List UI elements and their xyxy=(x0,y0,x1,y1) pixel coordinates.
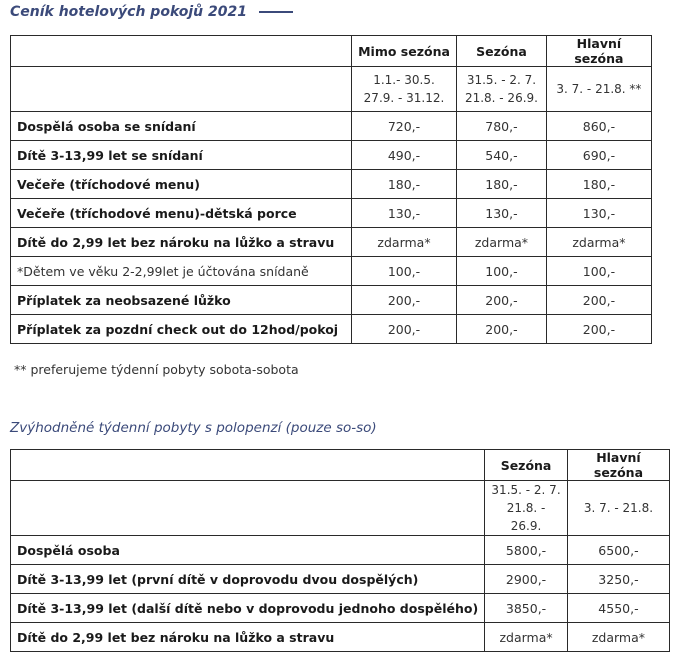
price-cell: 490,- xyxy=(351,141,456,170)
weekly-stays-table xyxy=(10,449,670,652)
price-cell: 5800,- xyxy=(485,536,568,565)
price-cell: 180,- xyxy=(457,170,547,199)
price-cell: zdarma* xyxy=(485,623,568,652)
row-label: Dospělá osoba se snídaní xyxy=(11,112,352,141)
header-off-season: Mimo sezóna xyxy=(351,36,456,67)
dates-empty-cell xyxy=(11,481,485,536)
price-row xyxy=(11,112,652,141)
price-cell: 100,- xyxy=(351,257,456,286)
header-empty-cell xyxy=(11,36,352,67)
header-row xyxy=(11,36,652,67)
header-empty-cell xyxy=(11,450,485,481)
price-row xyxy=(11,623,670,652)
price-cell: 4550,- xyxy=(567,594,669,623)
price-list-title xyxy=(10,4,293,20)
price-row xyxy=(11,199,652,228)
price-row xyxy=(11,170,652,199)
price-cell: zdarma* xyxy=(457,228,547,257)
price-cell: 200,- xyxy=(457,315,547,344)
price-cell: 690,- xyxy=(546,141,651,170)
season-date-range: 27.9. - 31.12. xyxy=(363,91,445,105)
row-label: *Dětem ve věku 2-2,99let je účtována snídaně xyxy=(11,257,352,286)
season-date-range: 31.5. - 2. 7. xyxy=(466,73,537,87)
price-row xyxy=(11,594,670,623)
row-label: Dítě 3-13,99 let se snídaní xyxy=(11,141,352,170)
dates-empty-cell xyxy=(11,67,352,112)
price-cell: 200,- xyxy=(351,286,456,315)
header-season: Sezóna xyxy=(457,36,547,67)
season-dates-cell xyxy=(351,67,456,112)
price-cell: 100,- xyxy=(457,257,547,286)
row-label: Dospělá osoba xyxy=(11,536,485,565)
price-cell: 540,- xyxy=(457,141,547,170)
price-row xyxy=(11,257,652,286)
header-season: Sezóna xyxy=(485,450,568,481)
price-cell: 130,- xyxy=(457,199,547,228)
price-cell: 860,- xyxy=(546,112,651,141)
season-date-range: 3. 7. - 21.8. xyxy=(583,501,654,515)
price-row xyxy=(11,286,652,315)
price-row xyxy=(11,315,652,344)
price-cell: 130,- xyxy=(546,199,651,228)
price-cell: 180,- xyxy=(351,170,456,199)
season-date-range: 31.5. - 2. 7. xyxy=(491,483,561,497)
price-cell: zdarma* xyxy=(351,228,456,257)
price-cell: 200,- xyxy=(546,286,651,315)
preference-note: ** preferujeme týdenní pobyty sobota-sobota xyxy=(14,362,299,377)
row-label: Dítě 3-13,99 let (první dítě v doprovodu dvou dospělých) xyxy=(11,565,485,594)
price-cell: zdarma* xyxy=(546,228,651,257)
price-cell: 180,- xyxy=(546,170,651,199)
row-label: Večeře (tříchodové menu)-dětská porce xyxy=(11,199,352,228)
price-row xyxy=(11,565,670,594)
row-label: Večeře (tříchodové menu) xyxy=(11,170,352,199)
row-label: Dítě 3-13,99 let (další dítě nebo v doprovodu jednoho dospělého) xyxy=(11,594,485,623)
price-cell: 780,- xyxy=(457,112,547,141)
price-cell: 100,- xyxy=(546,257,651,286)
season-dates-cell xyxy=(457,67,547,112)
season-dates-row xyxy=(11,481,670,536)
row-label: Příplatek za pozdní check out do 12hod/pokoj xyxy=(11,315,352,344)
price-cell: zdarma* xyxy=(567,623,669,652)
price-cell: 200,- xyxy=(546,315,651,344)
season-dates-row xyxy=(11,67,652,112)
season-date-range: 21.8. - 26.9. xyxy=(506,501,546,533)
row-label: Dítě do 2,99 let bez nároku na lůžko a stravu xyxy=(11,228,352,257)
price-row xyxy=(11,536,670,565)
season-dates-cell xyxy=(546,67,651,112)
price-cell: 720,- xyxy=(351,112,456,141)
price-cell: 6500,- xyxy=(567,536,669,565)
row-label: Dítě do 2,99 let bez nároku na lůžko a stravu xyxy=(11,623,485,652)
title-underline-decoration xyxy=(259,11,293,13)
header-row xyxy=(11,450,670,481)
header-main-season: Hlavní sezóna xyxy=(567,450,669,481)
price-row xyxy=(11,141,652,170)
season-dates-cell xyxy=(567,481,669,536)
price-cell: 3250,- xyxy=(567,565,669,594)
price-cell: 200,- xyxy=(457,286,547,315)
header-main-season: Hlavní sezóna xyxy=(546,36,651,67)
price-cell: 130,- xyxy=(351,199,456,228)
room-price-table xyxy=(10,35,652,344)
price-row xyxy=(11,228,652,257)
price-list-title-text: Ceník hotelových pokojů 2021 xyxy=(10,4,247,20)
price-cell: 2900,- xyxy=(485,565,568,594)
price-cell: 200,- xyxy=(351,315,456,344)
weekly-stays-title: Zvýhodněné týdenní pobyty s polopenzí (pouze so-so) xyxy=(10,420,377,436)
season-date-range: 1.1.- 30.5. xyxy=(373,73,435,87)
season-date-range: 3. 7. - 21.8. ** xyxy=(556,82,642,96)
season-dates-cell xyxy=(485,481,568,536)
price-cell: 3850,- xyxy=(485,594,568,623)
season-date-range: 21.8. - 26.9. xyxy=(464,91,538,105)
row-label: Příplatek za neobsazené lůžko xyxy=(11,286,352,315)
